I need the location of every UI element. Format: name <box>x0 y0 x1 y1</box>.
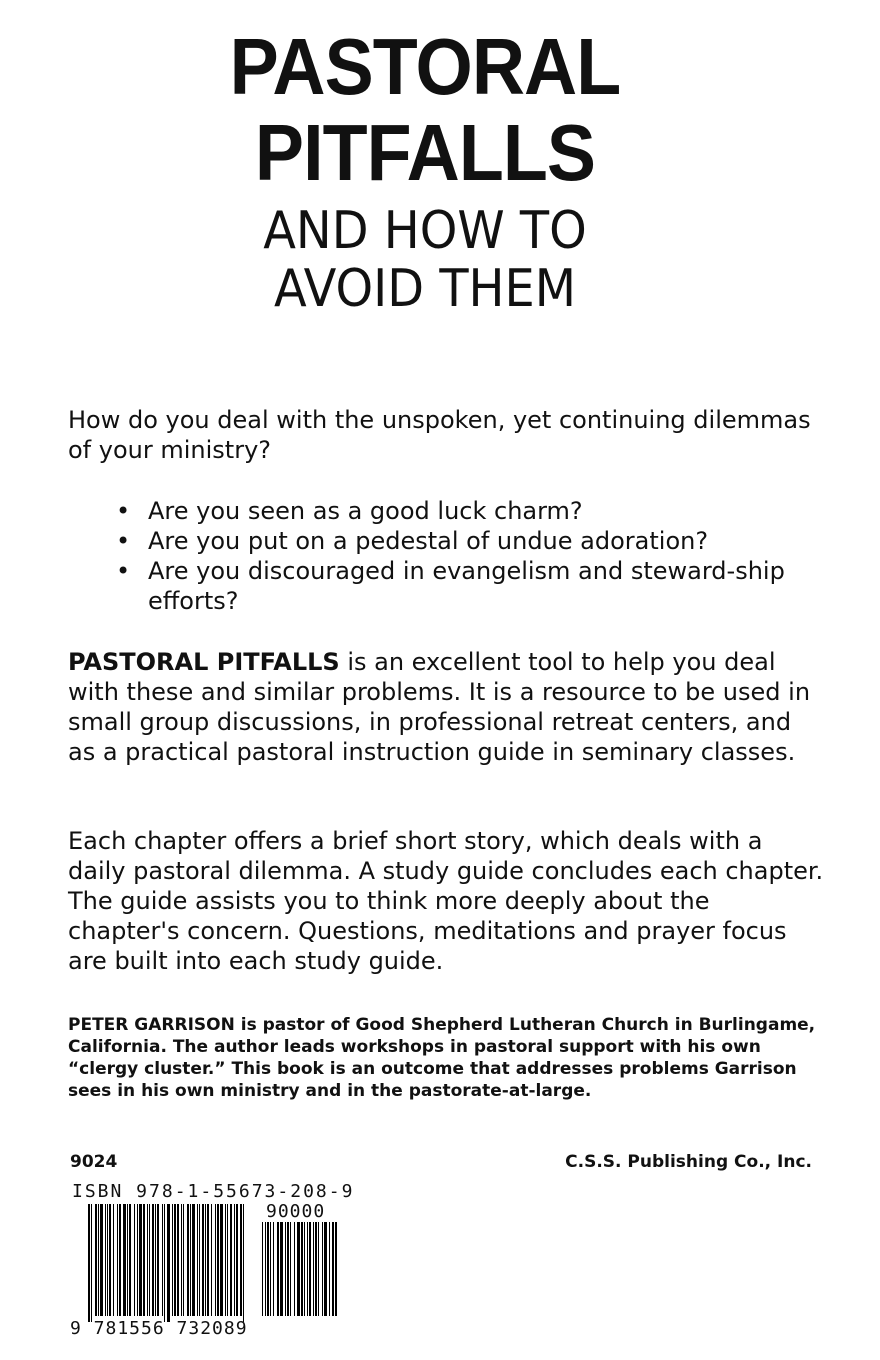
barcode-bar <box>91 1204 92 1322</box>
barcode-addon-bar <box>294 1222 295 1316</box>
barcode-bar <box>134 1204 135 1316</box>
barcode-bar <box>205 1204 206 1316</box>
barcode-bar <box>207 1204 209 1316</box>
barcode-addon-bar <box>329 1222 330 1316</box>
barcode-bar <box>143 1204 145 1316</box>
barcode-bar <box>98 1204 99 1316</box>
barcode-bar <box>157 1204 159 1316</box>
barcode-bar <box>202 1204 204 1316</box>
description-paragraph <box>68 647 824 767</box>
barcode-addon-bar <box>280 1222 283 1316</box>
barcode-bar <box>236 1204 238 1316</box>
barcode-bar <box>225 1204 226 1316</box>
barcode-addon-bar <box>309 1222 311 1316</box>
barcode-bar <box>88 1204 90 1322</box>
barcode-bar <box>152 1204 154 1316</box>
barcode-bar <box>109 1204 111 1316</box>
barcode-bar <box>192 1204 195 1316</box>
barcode-bar <box>100 1204 103 1316</box>
chapter-paragraph: Each chapter offers a brief short story, which deals with a daily pastoral dilemma. A study guide concludes each chapter. The guide assists you to think more deeply about the chapter's concern. Questions, meditations and prayer focus are built into each study guide. <box>68 827 824 975</box>
barcode-bar <box>220 1204 223 1316</box>
barcode-addon-bar <box>315 1222 317 1316</box>
barcode-bar <box>181 1204 182 1316</box>
barcode-addon-bar <box>265 1222 266 1316</box>
barcode-addon-bar <box>277 1222 279 1316</box>
barcode-addon-bar <box>297 1222 300 1316</box>
barcode-bar <box>215 1204 216 1316</box>
publisher-name: C.S.S. Publishing Co., Inc. <box>565 1152 812 1172</box>
barcode-bar <box>217 1204 219 1316</box>
book-title-inline: PASTORAL PITFALLS <box>68 648 340 676</box>
title-block <box>0 24 850 318</box>
barcode-addon-bar <box>324 1222 327 1316</box>
barcode-addon-bar <box>262 1222 263 1316</box>
intro-question: How do you deal with the unspoken, yet continuing dilemmas of your ministry? <box>68 406 811 464</box>
barcode-bar <box>117 1204 118 1316</box>
barcode-bar <box>174 1204 176 1316</box>
barcode-addon-bar <box>304 1222 305 1316</box>
barcode-bar <box>164 1204 165 1322</box>
title-line-2: PITFALLS <box>254 108 596 197</box>
barcode-addon-bar <box>287 1222 289 1316</box>
barcode-bar <box>107 1204 108 1316</box>
title-line-1: PASTORAL <box>229 22 621 111</box>
barcode-bar <box>183 1204 184 1316</box>
question-list <box>112 496 812 616</box>
barcode-bar <box>243 1204 244 1322</box>
barcode-bar <box>197 1204 198 1316</box>
barcode-digits: 9 781556 732089 <box>70 1318 248 1339</box>
barcode-bar <box>123 1204 126 1316</box>
barcode-addon-bar <box>285 1222 286 1316</box>
catalog-number: 9024 <box>70 1152 118 1172</box>
barcode-bar <box>190 1204 191 1316</box>
barcode-bar <box>211 1204 212 1316</box>
barcode-addon-bar <box>332 1222 334 1316</box>
barcode-bar <box>187 1204 189 1316</box>
barcode-bar <box>155 1204 156 1316</box>
barcode-bar <box>137 1204 138 1316</box>
barcode-bar <box>240 1204 242 1316</box>
barcode-addon-number: 90000 <box>266 1201 326 1222</box>
barcode-bar <box>230 1204 232 1316</box>
barcode-addon-bar <box>267 1222 269 1316</box>
question-item-1: • Are you seen as a good luck charm? <box>112 496 812 526</box>
barcode-bar <box>227 1204 228 1316</box>
barcode-addon-bar <box>290 1222 291 1316</box>
barcode-bar <box>129 1204 131 1316</box>
barcode-addon-bar <box>322 1222 323 1316</box>
barcode-addon-bar <box>301 1222 303 1316</box>
barcode-bar <box>149 1204 150 1316</box>
barcode-bar <box>119 1204 121 1316</box>
isbn-text: ISBN 978-1-55673-208-9 <box>72 1181 355 1202</box>
barcode-addon-bar <box>270 1222 271 1316</box>
barcode-addon-bar <box>335 1222 337 1316</box>
barcode-bar <box>139 1204 142 1316</box>
barcode-bar <box>127 1204 128 1316</box>
barcode-bar <box>162 1204 163 1316</box>
barcode-bar <box>95 1204 97 1316</box>
subtitle-line-2: AVOID THEM <box>273 259 577 319</box>
barcode-bar <box>177 1204 179 1316</box>
barcode-bar <box>199 1204 200 1316</box>
author-bio: PETER GARRISON is pastor of Good Shepherd Lutheran Church in Burlingame, California. The author leads workshops in pastoral support with his own “clergy cluster.” This book is an outcome that addresses problems Garrison sees in his own ministry and in the pastorate-at-large. <box>68 1015 816 1101</box>
barcode-bar <box>105 1204 106 1316</box>
barcode-bar <box>234 1204 235 1316</box>
barcode-bar <box>167 1204 170 1322</box>
barcode-addon-bar <box>318 1222 319 1316</box>
barcode-addon-bar <box>307 1222 308 1316</box>
barcode-addon-bar <box>273 1222 274 1316</box>
barcode-bar <box>147 1204 148 1316</box>
barcode-bar <box>172 1204 173 1316</box>
description-text: is an excellent tool to help you deal with these and similar problems. It is a resource to be used in small group discussions, in professional retreat centers, and as a practical pastoral instruction guide in seminary classes. <box>68 648 811 766</box>
barcode-bar <box>113 1204 114 1316</box>
barcode-addon-bar <box>313 1222 314 1316</box>
question-item-3: • Are you discouraged in evangelism and steward-ship efforts? <box>112 556 812 616</box>
question-item-2: • Are you put on a pedestal of undue adoration? <box>112 526 812 556</box>
subtitle-line-1: AND HOW TO <box>263 201 587 261</box>
